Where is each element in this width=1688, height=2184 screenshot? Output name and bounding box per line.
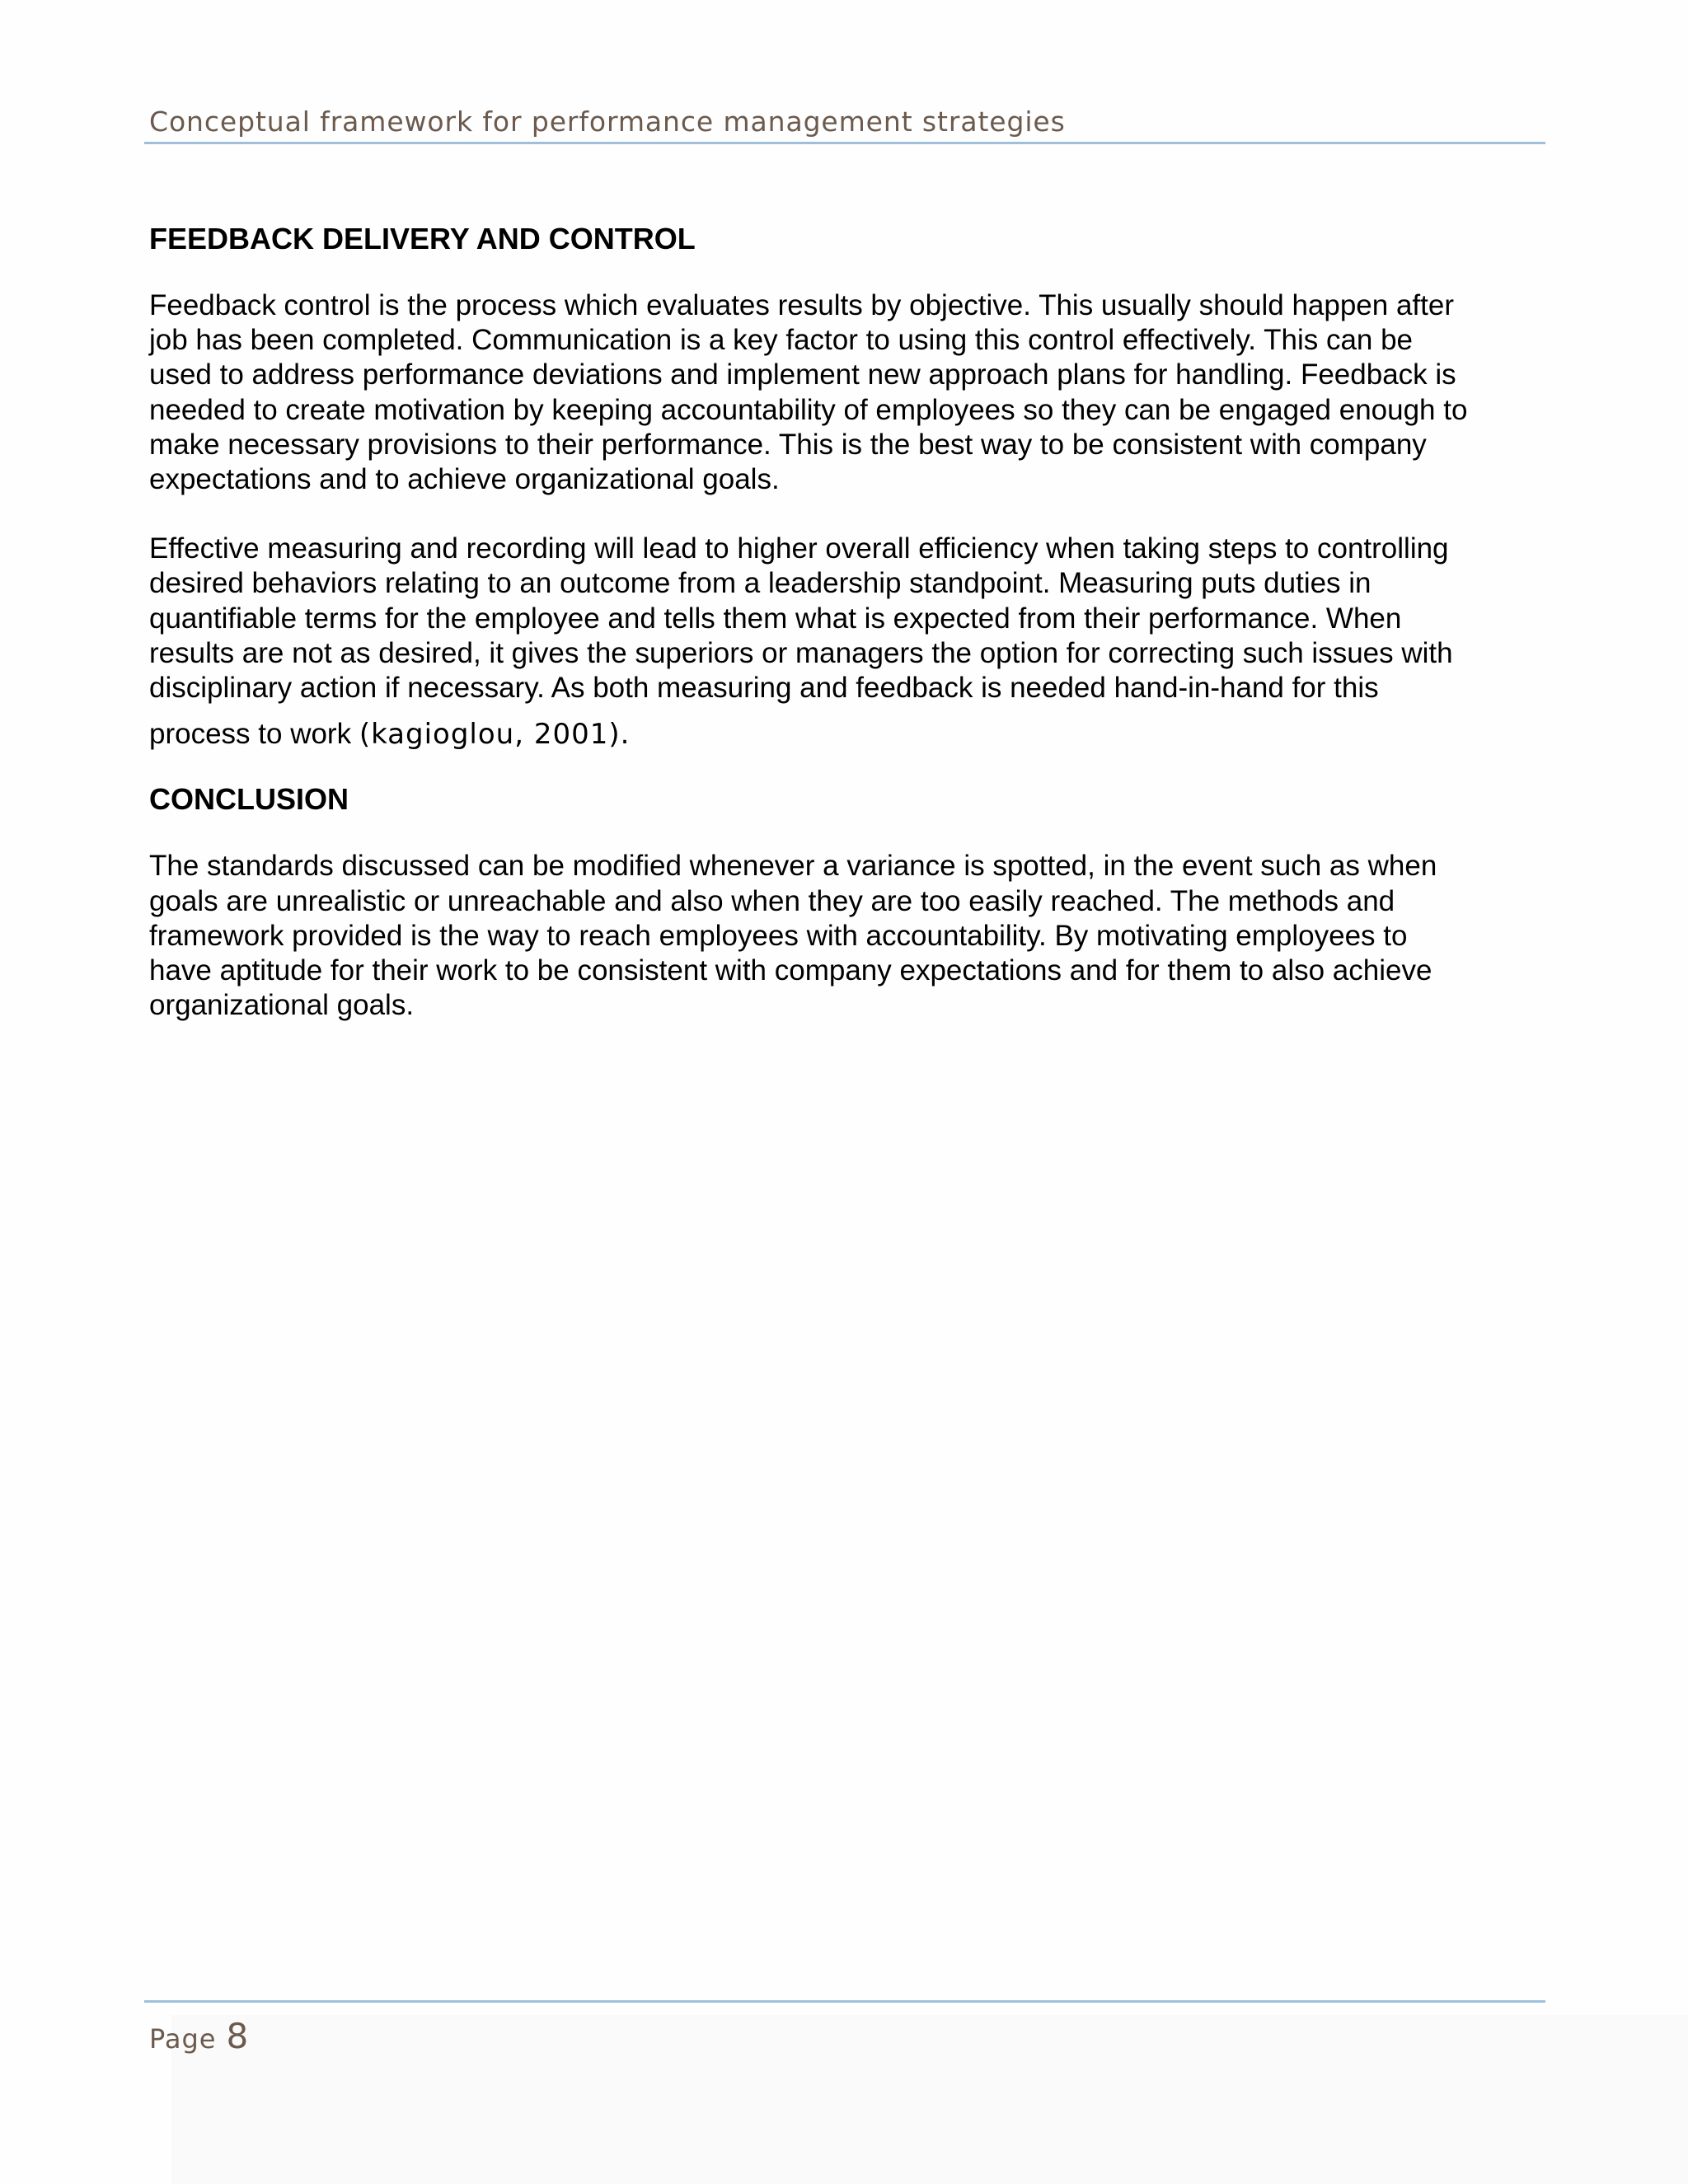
text-line bbox=[149, 717, 1550, 752]
text-line: goals are unrealistic or unreachable and also when they are too easily reached. The methods and bbox=[149, 884, 1395, 917]
text-line: Feedback control is the process which evaluates results by objective. This usually should happen after bbox=[149, 289, 1454, 321]
text-line: have aptitude for their work to be consistent with company expectations and for them to also achieve bbox=[149, 954, 1432, 987]
text-prefix: process to work bbox=[149, 718, 359, 751]
section-heading-feedback: FEEDBACK DELIVERY AND CONTROL bbox=[149, 222, 696, 255]
text-line: desired behaviors relating to an outcome from a leadership standpoint. Measuring puts duties in bbox=[149, 567, 1372, 600]
text-line: used to address performance deviations and implement new approach plans for handling. Feedback is bbox=[149, 359, 1456, 391]
text-line: make necessary provisions to their performance. This is the best way to be consistent with company bbox=[149, 428, 1427, 461]
text-line: disciplinary action if necessary. As both measuring and feedback is needed hand-in-hand for this bbox=[149, 672, 1379, 705]
text-line: results are not as desired, it gives the superiors or managers the option for correcting such issues with bbox=[149, 636, 1453, 669]
footer-divider bbox=[144, 2000, 1545, 2003]
text-line: organizational goals. bbox=[149, 989, 415, 1022]
paragraph-conclusion bbox=[149, 849, 1550, 1023]
citation: (kagioglou, 2001). bbox=[359, 718, 631, 752]
header-divider bbox=[144, 142, 1545, 144]
text-line: The standards discussed can be modified whenever a variance is spotted, in the event such as when bbox=[149, 850, 1437, 883]
text-line: framework provided is the way to reach employees with accountability. By motivating employees to bbox=[149, 919, 1408, 952]
section-heading-conclusion: CONCLUSION bbox=[149, 782, 349, 817]
paragraph-measuring bbox=[149, 532, 1550, 752]
paragraph-feedback-control bbox=[149, 288, 1550, 497]
page-footer bbox=[149, 2016, 248, 2056]
page-label: Page bbox=[149, 2023, 217, 2055]
text-line: Effective measuring and recording will lead to higher overall efficiency when taking steps to controlling bbox=[149, 532, 1449, 565]
text-line: needed to create motivation by keeping accountability of employees so they can be engaged enough to bbox=[149, 393, 1468, 426]
text-line: job has been completed. Communication is a key factor to using this control effectively. This can be bbox=[149, 324, 1414, 357]
page-number: 8 bbox=[226, 2016, 249, 2056]
text-line: quantifiable terms for the employee and tells them what is expected from their performance. When bbox=[149, 602, 1402, 635]
running-header: Conceptual framework for performance management strategies bbox=[149, 105, 1066, 138]
document-body bbox=[149, 219, 1550, 1023]
page-shadow bbox=[171, 2015, 1688, 2184]
text-line: expectations and to achieve organizational goals. bbox=[149, 463, 780, 496]
